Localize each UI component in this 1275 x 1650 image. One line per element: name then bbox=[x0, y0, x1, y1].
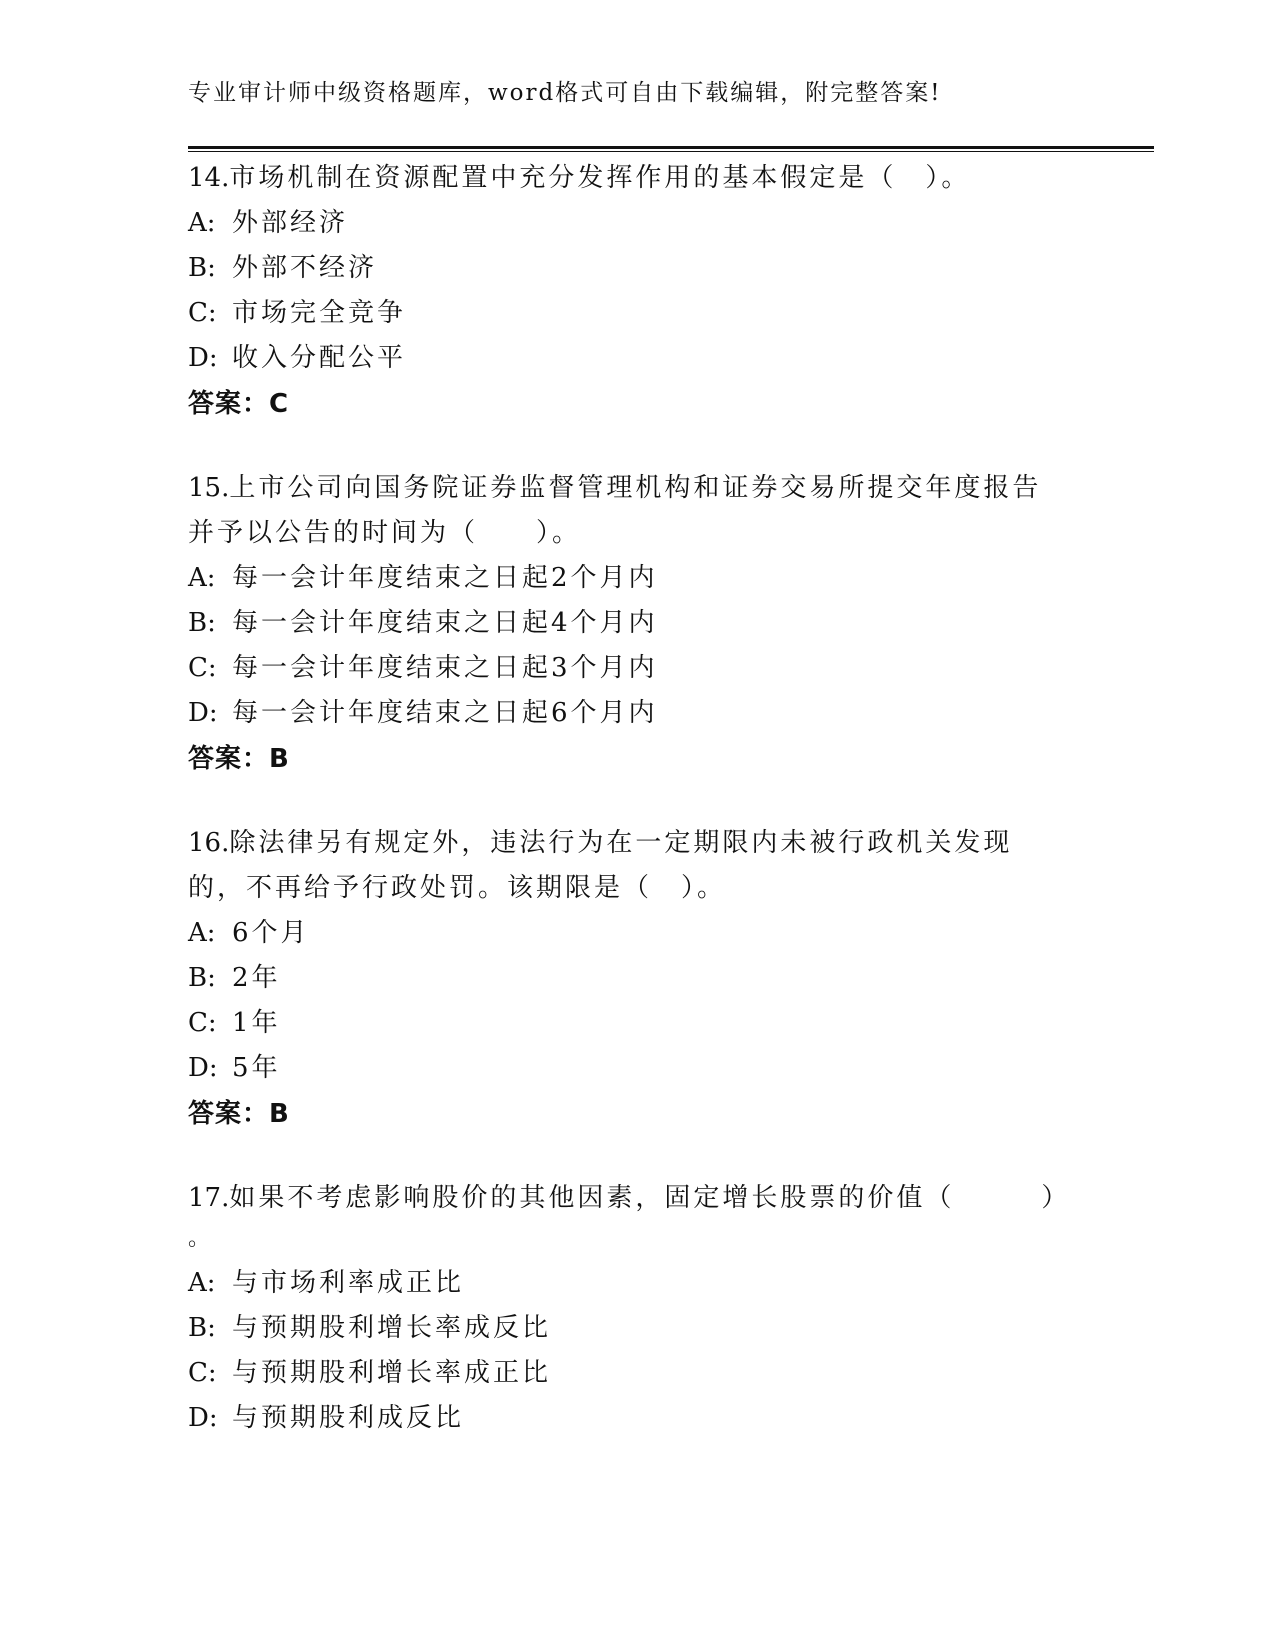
option-b bbox=[188, 1306, 1088, 1351]
option-text: 市场完全竞争 bbox=[232, 298, 407, 328]
option-letter: B: bbox=[188, 963, 216, 993]
option-c bbox=[188, 1351, 1088, 1396]
option-text: 6个月 bbox=[232, 918, 310, 948]
option-letter: C: bbox=[188, 298, 217, 328]
option-c bbox=[188, 291, 1088, 336]
option-text: 1年 bbox=[232, 1008, 281, 1038]
question-number: 17. bbox=[188, 1183, 230, 1213]
answer-line: 答案：B bbox=[188, 744, 290, 774]
option-a bbox=[188, 1261, 1088, 1306]
option-a bbox=[188, 201, 1088, 246]
question-16 bbox=[188, 821, 1088, 1138]
option-text: 5年 bbox=[232, 1053, 281, 1083]
page-header: 专业审计师中级资格题库，word格式可自由下载编辑，附完整答案! bbox=[188, 80, 942, 106]
option-d bbox=[188, 1046, 1088, 1091]
question-number: 16. bbox=[188, 828, 230, 858]
option-letter: A: bbox=[188, 918, 216, 948]
option-text: 每一会计年度结束之日起6个月内 bbox=[232, 698, 658, 728]
option-text: 2年 bbox=[232, 963, 281, 993]
option-text: 外部经济 bbox=[232, 208, 349, 238]
option-d bbox=[188, 336, 1088, 381]
option-text: 与预期股利成反比 bbox=[232, 1403, 465, 1433]
question-14 bbox=[188, 156, 1088, 428]
question-stem bbox=[188, 1176, 1088, 1221]
option-b bbox=[188, 956, 1088, 1001]
question-stem bbox=[188, 156, 1088, 201]
option-letter: B: bbox=[188, 1313, 216, 1343]
option-b bbox=[188, 246, 1088, 291]
option-a bbox=[188, 556, 1088, 601]
option-a bbox=[188, 911, 1088, 956]
option-text: 与预期股利增长率成正比 bbox=[232, 1358, 552, 1388]
answer-line: 答案：C bbox=[188, 389, 290, 419]
option-letter: D: bbox=[188, 698, 218, 728]
option-d bbox=[188, 1396, 1088, 1441]
option-letter: D: bbox=[188, 343, 218, 373]
question-stem bbox=[188, 821, 1068, 911]
option-letter: D: bbox=[188, 1403, 218, 1433]
question-list bbox=[188, 156, 1088, 1479]
question-text: 市场机制在资源配置中充分发挥作用的基本假定是（ ）。 bbox=[229, 163, 971, 193]
question-17 bbox=[188, 1176, 1088, 1441]
question-text: 上市公司向国务院证券监督管理机构和证券交易所提交年度报告并予以公告的时间为（ ）。 bbox=[188, 473, 1042, 548]
option-letter: B: bbox=[188, 608, 216, 638]
question-number: 15. bbox=[188, 473, 230, 503]
option-text: 收入分配公平 bbox=[232, 343, 407, 373]
option-letter: D: bbox=[188, 1053, 218, 1083]
option-text: 外部不经济 bbox=[232, 253, 378, 283]
option-text: 每一会计年度结束之日起4个月内 bbox=[232, 608, 658, 638]
option-letter: A: bbox=[188, 1268, 216, 1298]
option-text: 与市场利率成正比 bbox=[232, 1268, 465, 1298]
question-15 bbox=[188, 466, 1088, 783]
option-letter: A: bbox=[188, 563, 216, 593]
option-text: 每一会计年度结束之日起2个月内 bbox=[232, 563, 658, 593]
option-letter: C: bbox=[188, 653, 217, 683]
answer-line: 答案：B bbox=[188, 1099, 290, 1129]
option-b bbox=[188, 601, 1088, 646]
question-text: 如果不考虑影响股价的其他因素，固定增长股票的价值（ ） bbox=[229, 1183, 1071, 1213]
option-text: 每一会计年度结束之日起3个月内 bbox=[232, 653, 658, 683]
option-letter: C: bbox=[188, 1358, 217, 1388]
header-divider bbox=[188, 146, 1154, 152]
question-trailing-punctuation: 。 bbox=[188, 1226, 211, 1251]
option-text: 与预期股利增长率成反比 bbox=[232, 1313, 552, 1343]
question-text: 除法律另有规定外，违法行为在一定期限内未被行政机关发现的，不再给予行政处罚。该期限是（ ）。 bbox=[188, 828, 1013, 903]
option-d bbox=[188, 691, 1088, 736]
question-number: 14. bbox=[188, 163, 230, 193]
option-letter: C: bbox=[188, 1008, 217, 1038]
option-letter: A: bbox=[188, 208, 216, 238]
option-c bbox=[188, 646, 1088, 691]
question-stem bbox=[188, 466, 1048, 556]
option-c bbox=[188, 1001, 1088, 1046]
option-letter: B: bbox=[188, 253, 216, 283]
